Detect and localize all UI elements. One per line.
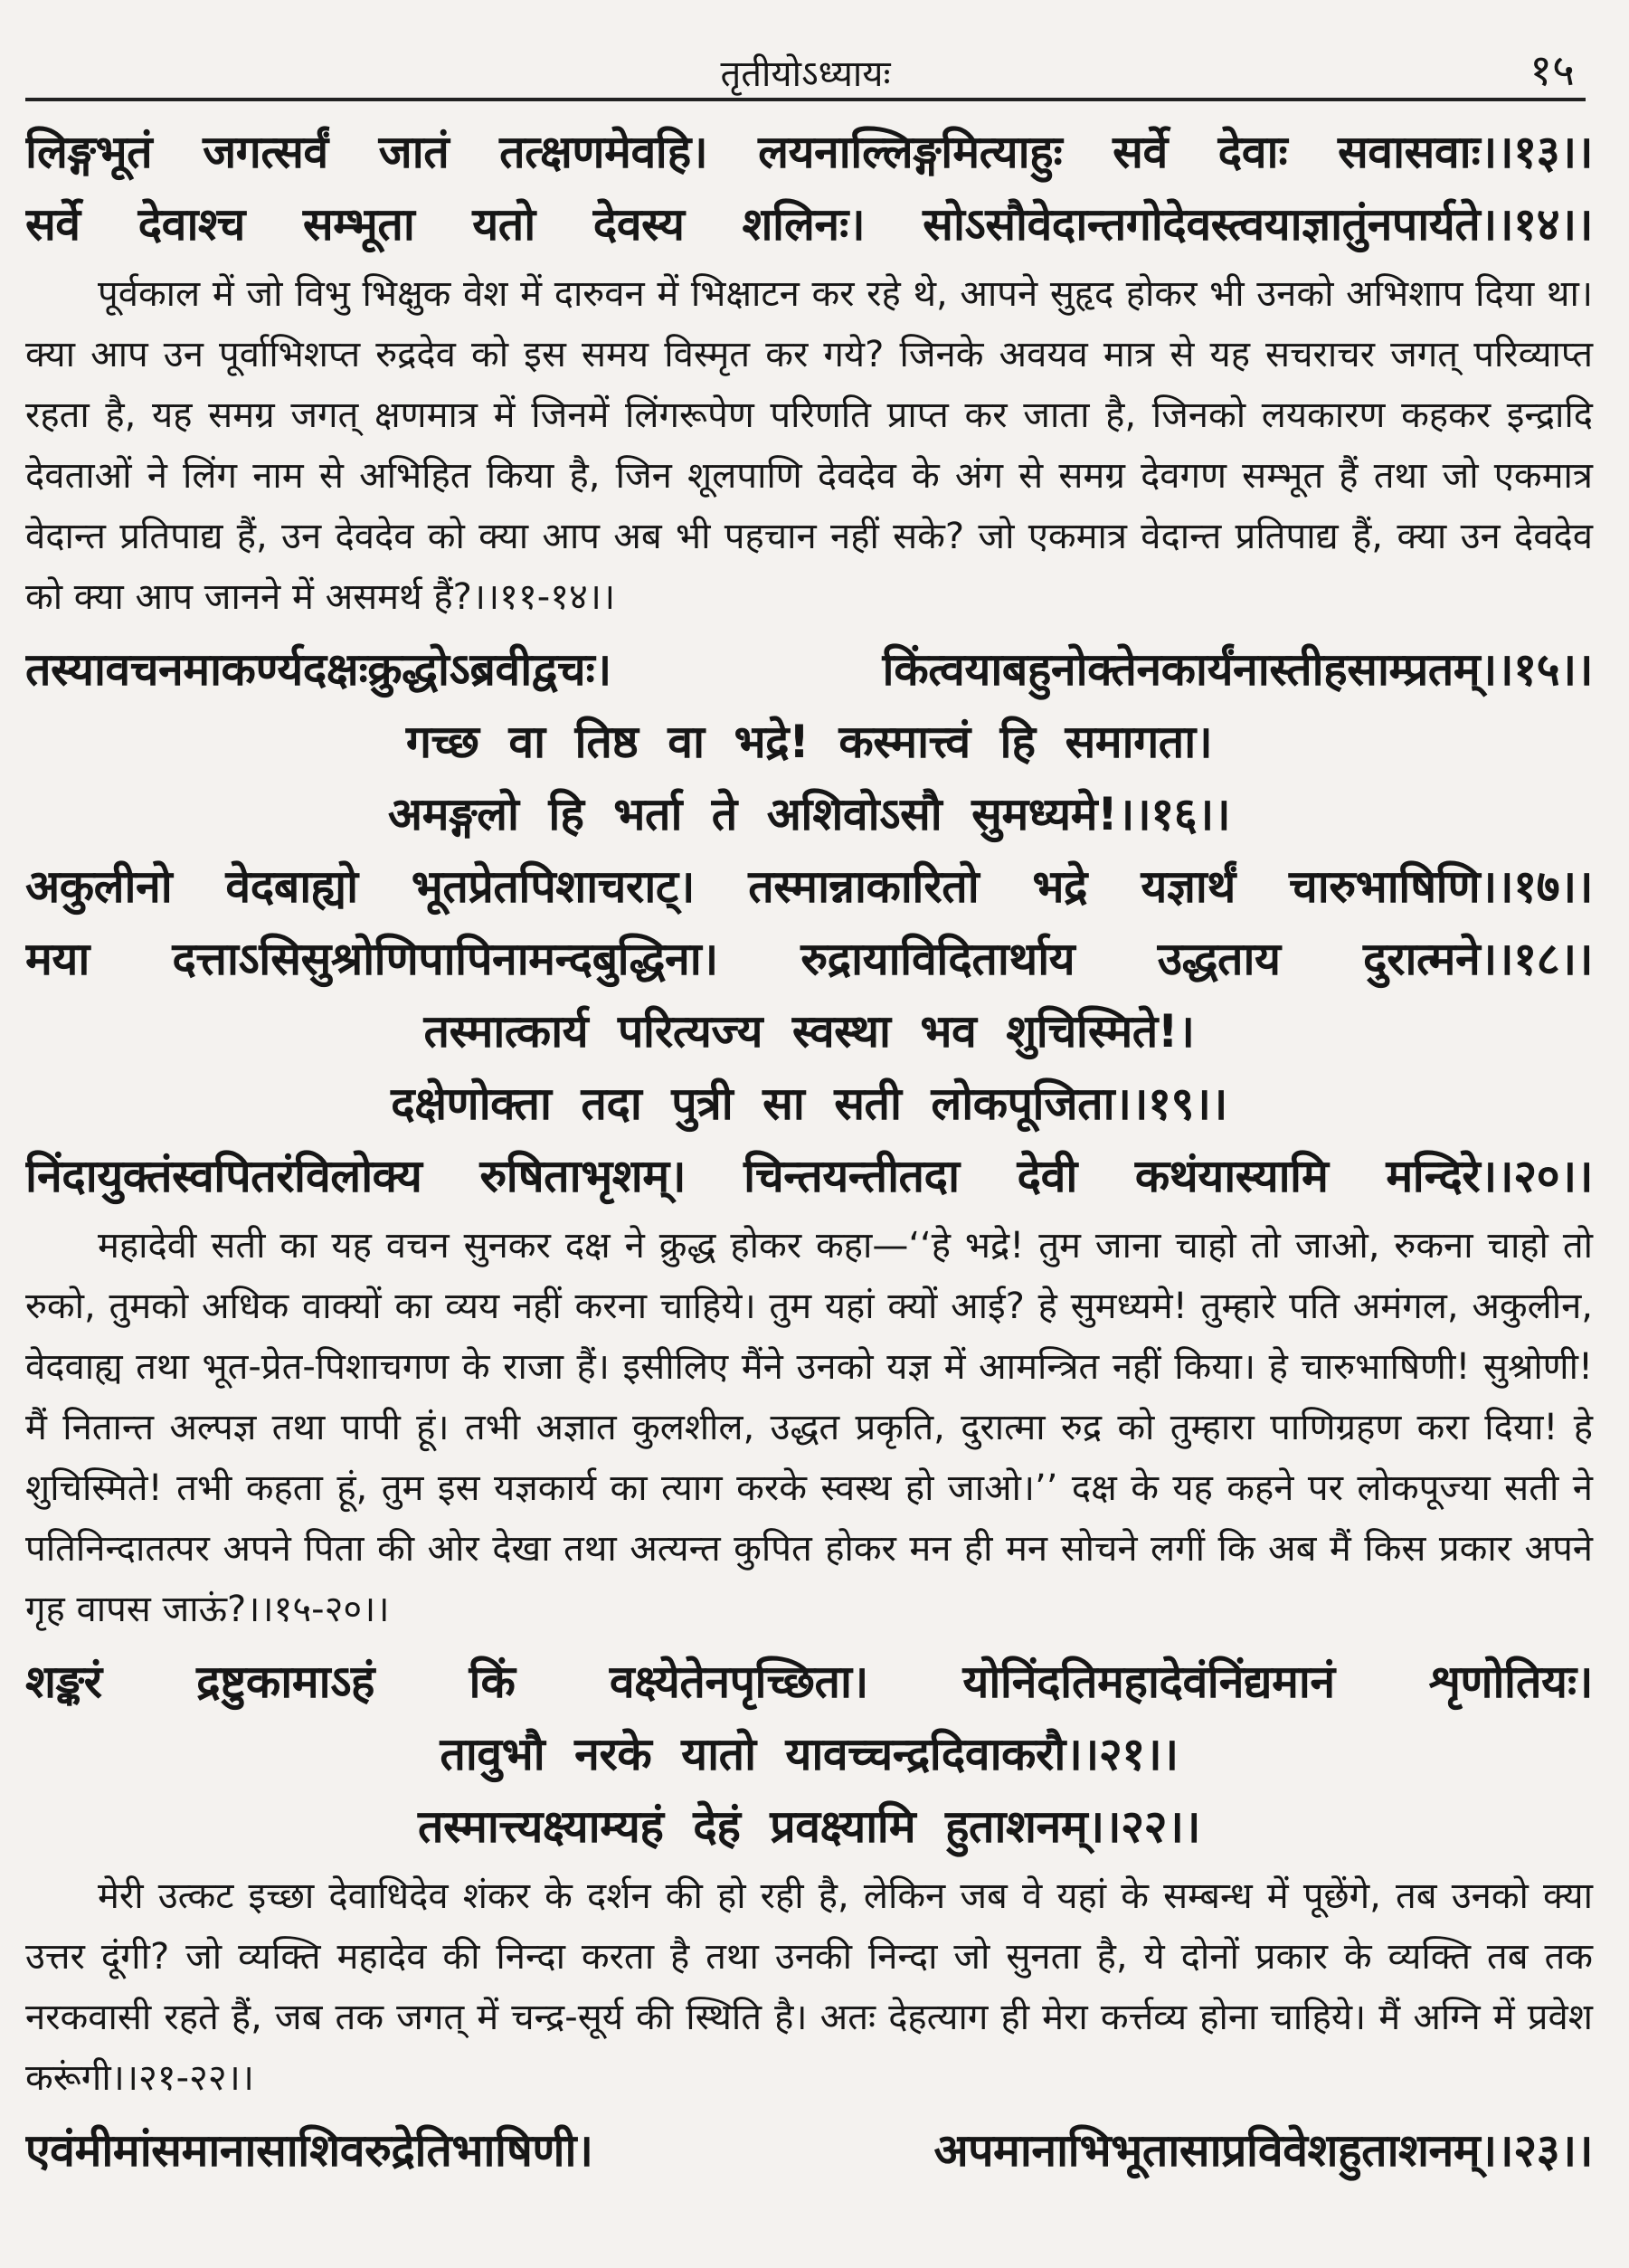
verse-23-half-2: अपमानाभिभूतासाप्रविवेशहुताशनम्।।२३।। bbox=[933, 2124, 1593, 2177]
chapter-title: तृतीयोऽध्यायः bbox=[720, 53, 891, 95]
verse-16-line-1: गच्छ वा तिष्ठ वा भद्रे! कस्मात्त्वं हि समागता। bbox=[405, 716, 1213, 768]
verse-23 bbox=[25, 2114, 1593, 2187]
verse-19-line-2: दक्षेणोक्ता तदा पुत्री सा सती लोकपूजिता।।१९।। bbox=[391, 1077, 1227, 1130]
verse-15: तस्यावचनमाकर्ण्यदक्षःक्रुद्धोऽब्रवीद्वचः। किंत्वयाबहुनोक्तेनकार्यंनास्तीहसाम्प्रतम्।।१५।। bbox=[25, 643, 1593, 696]
verse-17: अकुलीनो वेदबाह्यो भूतप्रेतपिशाचराट्। तस्मान्नाकारितो भद्रे यज्ञार्थं चारुभाषिणि।।१७।। bbox=[25, 860, 1593, 913]
verse-19-line-1: तस्मात्कार्य परित्यज्य स्वस्था भव शुचिस्मिते!। bbox=[423, 1005, 1195, 1058]
verse-20: निंदायुक्तंस्वपितरंविलोक्य रुषिताभृशम्। चिन्तयन्तीतदा देवी कथंयास्यामि मन्दिरे।।२०।। bbox=[25, 1150, 1593, 1202]
verse-13: लिङ्गभूतं जगत्सर्वं जातं तत्क्षणमेवहि। लयनाल्लिङ्गमित्याहुः सर्वे देवाः सवासवाः।।१३।। bbox=[25, 126, 1593, 178]
verse-16-line-2: अमङ्गलो हि भर्ता ते अशिवोऽसौ सुमध्यमे!।।१६।। bbox=[387, 788, 1231, 840]
commentary-11-14: पूर्वकाल में जो विभु भिक्षुक वेश में दारुवन में भिक्षाटन कर रहे थे, आपने सुहृद होकर भी उनको अभिशाप दिया था। क्या आप उन पूर्वाभिशप्त रुद्रदेव को इस समय विस्मृत कर गये? जिनके अवयव मात्र से यह सचराचर जगत् परिव्याप्त रहता है, यह समग्र जगत् क्षणमात्र में जिनमें लिंगरूपेण परिणति प्राप्त कर जाता है, जिनको लयकारण कहकर इन्द्रादि देवताओं ने लिंग नाम से अभिहित किया है, जिन शूलपाणि देवदेव के अंग से समग्र देवगण सम्भूत हैं तथा जो एकमात्र वेदान्त प्रतिपाद्य हैं, उन देवदेव को क्या आप अब भी पहचान नहीं सके? जो एकमात्र वेदान्त प्रतिपाद्य हैं, क्या उन देवदेव को क्या आप जानने में असमर्थ हैं?।।११-१४।। bbox=[25, 273, 1593, 618]
verse-18: मया दत्ताऽसिसुश्रोणिपापिनामन्दबुद्धिना। रुद्रायाविदितार्थाय उद्धताय दुरात्मने।।१८।। bbox=[25, 933, 1593, 985]
verse-22: तस्मात्त्यक्ष्याम्यहं देहं प्रवक्ष्यामि हुताशनम्।।२२।। bbox=[418, 1800, 1200, 1853]
commentary-21-22: मेरी उत्कट इच्छा देवाधिदेव शंकर के दर्शन की हो रही है, लेकिन जब वे यहां के सम्बन्ध में पूछेंगे, तब उनको क्या उत्तर दूंगी? जो व्यक्ति महादेव की निन्दा करता है तथा उनकी निन्दा जो सुनता है, ये दोनों प्रकार के व्यक्ति तब तक नरकवासी रहते हैं, जब तक जगत् में चन्द्र-सूर्य की स्थिति है। अतः देहत्याग ही मेरा कर्त्तव्य होना चाहिये। मैं अग्नि में प्रवेश करूंगी।।२१-२२।। bbox=[25, 1875, 1593, 2099]
page-body bbox=[25, 116, 1593, 2187]
verse-21-line-1: शङ्करं द्रष्टुकामाऽहं किं वक्ष्येतेनपृच्छिता। योनिंदतिमहादेवंनिंद्यमानं शृणोतियः। bbox=[25, 1656, 1593, 1708]
verse-14: सर्वे देवाश्च सम्भूता यतो देवस्य शलिनः। सोऽसौवेदान्तगोदेवस्त्वयाज्ञातुंनपार्यते।।१४।। bbox=[25, 198, 1593, 251]
verse-21-line-2: तावुभौ नरके यातो यावच्चन्द्रदिवाकरौ।।२१।। bbox=[440, 1728, 1179, 1780]
page-header bbox=[25, 20, 1586, 101]
commentary-15-20: महादेवी सती का यह वचन सुनकर दक्ष ने क्रुद्ध होकर कहा—‘‘हे भद्रे! तुम जाना चाहो तो जाओ, रुकना चाहो तो रुको, तुमको अधिक वाक्यों का व्यय नहीं करना चाहिये। तुम यहां क्यों आई? हे सुमध्यमे! तुम्हारे पति अमंगल, अकुलीन, वेदवाह्य तथा भूत-प्रेत-पिशाचगण के राजा हैं। इसीलिए मैंने उनको यज्ञ में आमन्त्रित नहीं किया। हे चारुभाषिणी! सुश्रोणी! मैं नितान्त अल्पज्ञ तथा पापी हूं। तभी अज्ञात कुलशील, उद्धत प्रकृति, दुरात्मा रुद्र को तुम्हारा पाणिग्रहण करा दिया! हे शुचिस्मिते! तभी कहता हूं, तुम इस यज्ञकार्य का त्याग करके स्वस्थ हो जाओ।’’ दक्ष के यह कहने पर लोकपूज्या सती ने पतिनिन्दातत्पर अपने पिता की ओर देखा तथा अत्यन्त कुपित होकर मन ही मन सोचने लगीं कि अब मैं किस प्रकार अपने गृह वापस जाऊं?।।१५-२०।। bbox=[25, 1225, 1593, 1630]
verse-23-half-1: एवंमीमांसमानासाशिवरुद्रेतिभाषिणी। bbox=[25, 2124, 593, 2177]
page-number: १५ bbox=[1530, 45, 1575, 96]
